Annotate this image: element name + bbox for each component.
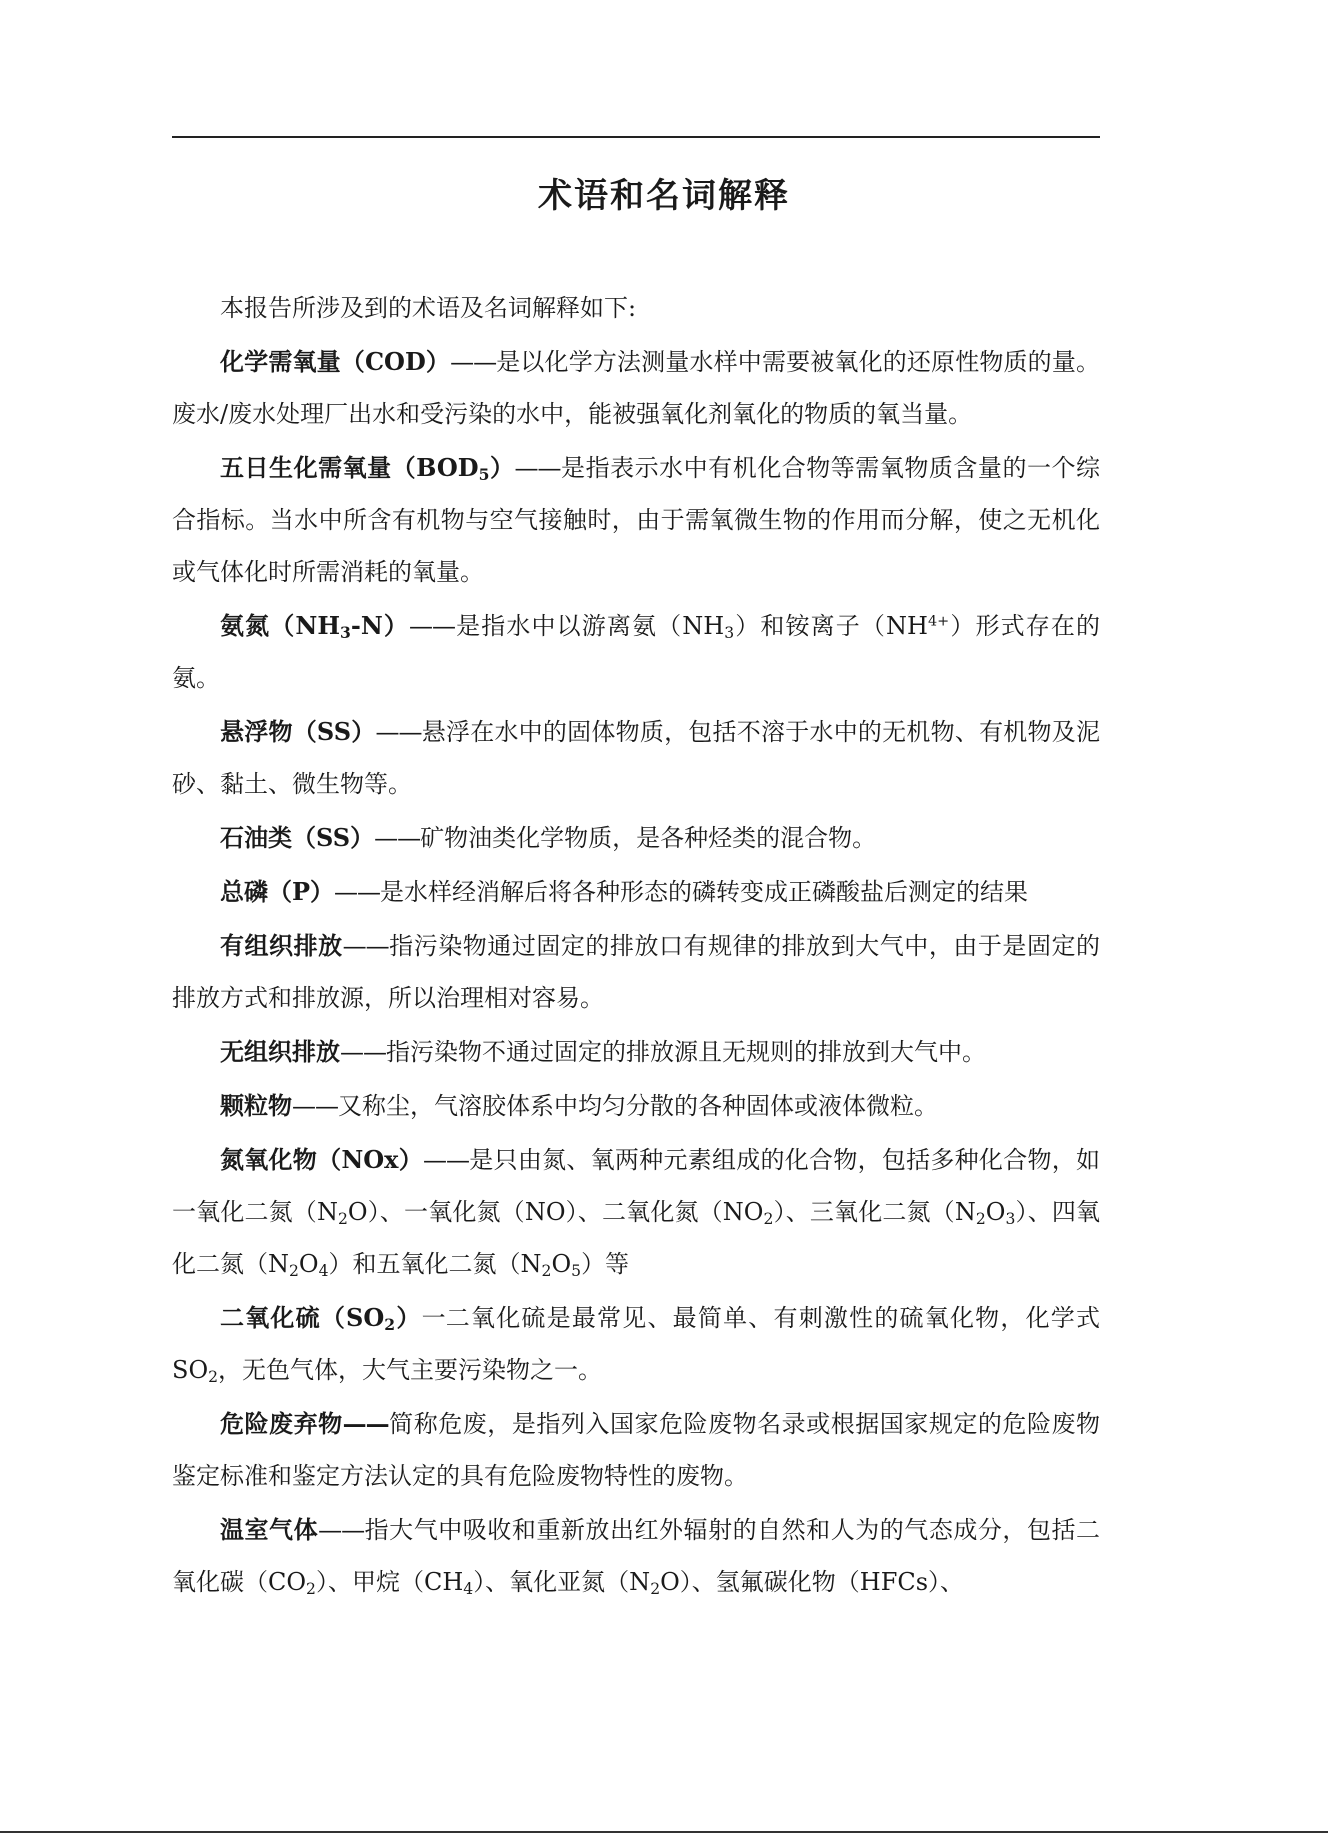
header-rule [172, 136, 1100, 138]
term-cod: 化学需氧量（COD） [220, 347, 451, 376]
subscript: 5 [571, 1261, 582, 1280]
entry-separator: —— [318, 1516, 365, 1544]
term-bod5-subscript: 5 [478, 464, 490, 484]
subscript: 2 [763, 1209, 774, 1228]
subscript: 3 [724, 623, 735, 642]
term-organized-emission: 有组织排放 [220, 931, 343, 960]
subscript: 2 [541, 1261, 552, 1280]
entry-separator: 一 [421, 1304, 446, 1332]
definition-petroleum: 矿物油类化学物质，是各种烃类的混合物。 [420, 824, 877, 852]
subscript: 2 [650, 1579, 661, 1598]
footer-rule [0, 1831, 1328, 1833]
page-title: 术语和名词解释 [538, 176, 790, 216]
term-so2 [220, 1303, 422, 1332]
term-nh3n-close: -N） [350, 611, 410, 640]
definition-part: 指大气中吸收和重新放出红外辐射的自然和人为的气态成分，包括二氧化碳（CO [172, 1516, 1101, 1596]
definition-part: O [551, 1250, 572, 1278]
entry-separator: —— [375, 718, 422, 746]
glossary-entry-nh3n [172, 600, 1100, 704]
intro-text: 本报告所涉及到的术语及名词解释如下: [220, 294, 637, 322]
definition-part: 是只由氮、氧两种元素组成的化合物，包括多种化合物，如一氧化二氮（N [172, 1146, 1100, 1226]
glossary-entry-fugitive-emission [172, 1026, 1100, 1078]
definition-particulate: 又称尘，气溶胶体系中均匀分散的各种固体或液体微粒。 [338, 1092, 938, 1120]
term-so2-close: ） [395, 1303, 422, 1332]
definition-part: O [985, 1198, 1006, 1226]
glossary-entry-hazardous-waste [172, 1398, 1100, 1502]
term-so2-subscript: 2 [384, 1314, 396, 1334]
term-hazardous-waste: 危险废弃物 [220, 1409, 343, 1438]
term-fugitive-emission: 无组织排放 [220, 1037, 340, 1066]
term-particulate: 颗粒物 [220, 1091, 292, 1120]
definition-part: ）形式存在的氨。 [172, 612, 1100, 692]
subscript: 2 [289, 1261, 299, 1280]
definition-part: ）等 [581, 1250, 630, 1278]
entry-separator: —— [342, 932, 389, 960]
term-so2-main: 二氧化硫（SO [220, 1303, 385, 1332]
definition-part: O [298, 1250, 319, 1278]
glossary-entry-cod [172, 336, 1100, 440]
term-nox: 氮氧化物（NOx） [220, 1145, 424, 1174]
definition-bod5: 是指表示水中有机化合物等需氧物质含量的一个综合指标。当水中所含有机物与空气接触时，由于需氧微生物的作用而分解，使之无机化或气体化时所需消耗的氧量。 [172, 454, 1101, 586]
term-bod5 [220, 453, 515, 482]
term-greenhouse-gas: 温室气体 [220, 1515, 319, 1544]
entry-separator: —— [342, 1409, 389, 1438]
intro-paragraph [172, 282, 1100, 334]
subscript: 2 [337, 1209, 348, 1228]
subscript: 3 [1005, 1209, 1016, 1228]
subscript: 4 [318, 1261, 329, 1280]
entry-separator: —— [450, 348, 497, 376]
glossary-entry-total-phosphorus [172, 866, 1100, 918]
entry-separator: —— [514, 454, 561, 482]
glossary-entry-ss [172, 706, 1100, 810]
term-bod5-main: 五日生化需氧量（BOD [220, 453, 479, 482]
entry-separator: —— [423, 1146, 470, 1174]
definition-part: 是指水中以游离氨（NH [455, 612, 725, 640]
definition-ss: 悬浮在水中的固体物质，包括不溶于水中的无机物、有机物及泥砂、黏土、微生物等。 [172, 718, 1101, 798]
subscript: 2 [208, 1367, 219, 1386]
definition-part: ）、氧化亚氮（N [473, 1568, 651, 1596]
glossary-entry-greenhouse-gas [172, 1504, 1100, 1608]
definition-part: ）、甲烷（CH [315, 1568, 464, 1596]
term-nh3n-subscript: 3 [340, 622, 351, 642]
superscript: 4+ [927, 613, 950, 630]
entry-separator: —— [292, 1092, 338, 1120]
definition-total-phosphorus: 是水样经消解后将各种形态的磷转变成正磷酸盐后测定的结果 [380, 878, 1029, 906]
definition-part: 二氧化硫是最常见、最简单、有刺激性的硫氧化物，化学式 SO [172, 1304, 1101, 1384]
subscript: 2 [975, 1209, 986, 1228]
entry-separator: —— [409, 612, 456, 640]
glossary-entry-particulate [172, 1080, 1100, 1132]
subscript: 4 [463, 1579, 474, 1598]
definition-cod: 是以化学方法测量水样中需要被氧化的还原性物质的量。废水/废水处理厂出水和受污染的水中，能被强氧化剂氧化的物质的氧当量。 [172, 348, 1100, 428]
glossary-body [172, 282, 1100, 1610]
term-ss: 悬浮物（SS） [220, 717, 376, 746]
definition-organized-emission: 指污染物通过固定的排放口有规律的排放到大气中，由于是固定的排放方式和排放源，所以治理相对容易。 [172, 932, 1101, 1012]
glossary-entry-bod5 [172, 442, 1100, 598]
entry-separator: —— [374, 824, 421, 852]
term-petroleum: 石油类（SS） [220, 823, 375, 852]
definition-fugitive-emission: 指污染物不通过固定的排放源且无规则的排放到大气中。 [386, 1038, 986, 1066]
entry-separator: —— [340, 1038, 386, 1066]
term-bod5-close: ） [489, 453, 515, 482]
term-total-phosphorus: 总磷（P） [220, 877, 335, 906]
definition-part: ）和五氧化二氮（N [328, 1250, 542, 1278]
definition-hazardous-waste: 简称危废，是指列入国家危险废物名录或根据国家规定的危险废物鉴定标准和鉴定方法认定的具有危险废物特性的废物。 [172, 1410, 1101, 1490]
definition-part: ）、三氧化二氮（N [773, 1198, 976, 1226]
entry-separator: —— [334, 878, 381, 906]
definition-part: O）、一氧化氮（NO）、二氧化氮（NO [347, 1198, 764, 1226]
term-nh3n [220, 611, 409, 640]
glossary-entry-so2 [172, 1292, 1100, 1396]
definition-part: ，无色气体，大气主要污染物之一。 [218, 1356, 603, 1384]
definition-part: O）、氢氟碳化物（HFCs）、 [660, 1568, 965, 1596]
glossary-entry-nox [172, 1134, 1100, 1290]
glossary-entry-organized-emission [172, 920, 1100, 1024]
term-nh3n-main: 氨氮（NH [220, 611, 340, 640]
definition-part: ）和铵离子（NH [734, 612, 928, 640]
subscript: 2 [306, 1579, 316, 1598]
definition-part: ）、四氧化二氮（N [172, 1198, 1101, 1278]
glossary-entry-petroleum [172, 812, 1100, 864]
